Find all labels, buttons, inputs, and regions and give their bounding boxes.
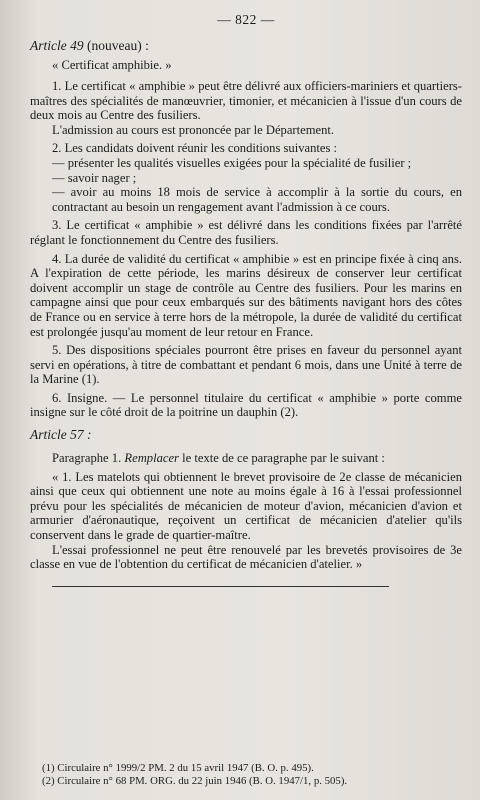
article-49-para-3: 3. Le certificat « amphibie » est délivré dans les conditions fixées par l'arrêté réglant le fonctionnement du Centre des fusiliers. [30, 218, 462, 247]
remplacer-word: Remplacer [124, 451, 179, 466]
condition-item-1: — présenter les qualités visuelles exigées pour la spécialité de fusilier ; [52, 155, 412, 170]
article-49-title: Article 49 [30, 38, 84, 53]
condition-item-2: — savoir nager ; [52, 170, 137, 185]
insigne-text: — Le personnel titulaire du certificat « amphibie » porte comme insigne sur le côté droit de la poitrine un dauphin (2). [30, 390, 462, 420]
article-49-para-4: 4. La durée de validité du certificat « amphibie » est en principe fixée à cinq ans. A l'expiration de cette période, les marins désireux de conserver leur certificat doivent accomplir un stage de contrôle au Centre des fusiliers. Pour les marins en campagne ainsi que pour ceux embarqués sur des bâtiments navigant hors des côtes de France ou en service à terre hors de la métropole, la durée de validité du certificat est prolongée jusqu'au moment de leur retour en France. [30, 251, 462, 339]
insigne-label: 6. Insigne. [52, 390, 108, 405]
article-49-suffix: (nouveau) : [87, 38, 149, 53]
paragraph-rest: le texte de ce paragraphe par le suivant : [182, 451, 385, 466]
article-57-heading: Article 57 : [30, 427, 92, 443]
paragraph-lead: Paragraphe 1. [52, 451, 122, 466]
article-57-quote-1: « 1. Les matelots qui obtiennent le brevet provisoire de 2e classe de mécanicien ainsi que ceux qui obtiennent une note au moins égale à 16 à l'essai professionnel prévu pour les spécialités de mécanicien de moteur d'avion, mécanicien d'avion et armurier d'aéronautique, reçoivent un certificat de mécanicien d'atelier qu'ils conservent dans le grade de quartier-maître. [30, 469, 462, 543]
article-57-paragraph-instruction [30, 451, 462, 466]
footnote-divider [52, 586, 389, 587]
article-49-para-1b: L'admission au cours est prononcée par le Département. [52, 122, 335, 137]
footnote-2: (2) Circulaire n° 68 PM. ORG. du 22 juin 1946 (B. O. 1947/1, p. 505). [42, 775, 348, 787]
footnotes [30, 762, 462, 788]
certificate-title: « Certificat amphibie. » [52, 58, 172, 72]
article-49-heading [30, 38, 462, 54]
article-57-quote-2: L'essai professionnel ne peut être renouvelé par les brevetés provisoires de 3e classe en vue de l'obtention du certificat de mécanicien d'atelier. » [30, 542, 462, 572]
page-number: — 822 — [217, 12, 275, 27]
article-49-para-5: 5. Des dispositions spéciales pourront être prises en faveur du personnel ayant servi en opérations, à titre de combattant et pendant 6 mois, dans une Unité à terre de la Marine (1). [30, 343, 462, 387]
footnote-1: (1) Circulaire n° 1999/2 PM. 2 du 15 avril 1947 (B. O. p. 495). [42, 762, 314, 774]
article-49-para-2: 2. Les candidats doivent réunir les conditions suivantes : [52, 141, 338, 156]
article-49-para-1: 1. Le certificat « amphibie » peut être délivré aux officiers-mariniers et quartiers-maîtres des spécialités de manœuvrier, timonier, et mécanicien à l'issue d'un cours de deux mois au Centre des fusiliers. [30, 79, 462, 123]
article-49-para-6 [30, 391, 462, 420]
condition-item-3: — avoir au moins 18 mois de service à accomplir à la sortie du cours, en contractant au besoin un rengagement avant l'admission à ce cours. [52, 185, 462, 214]
